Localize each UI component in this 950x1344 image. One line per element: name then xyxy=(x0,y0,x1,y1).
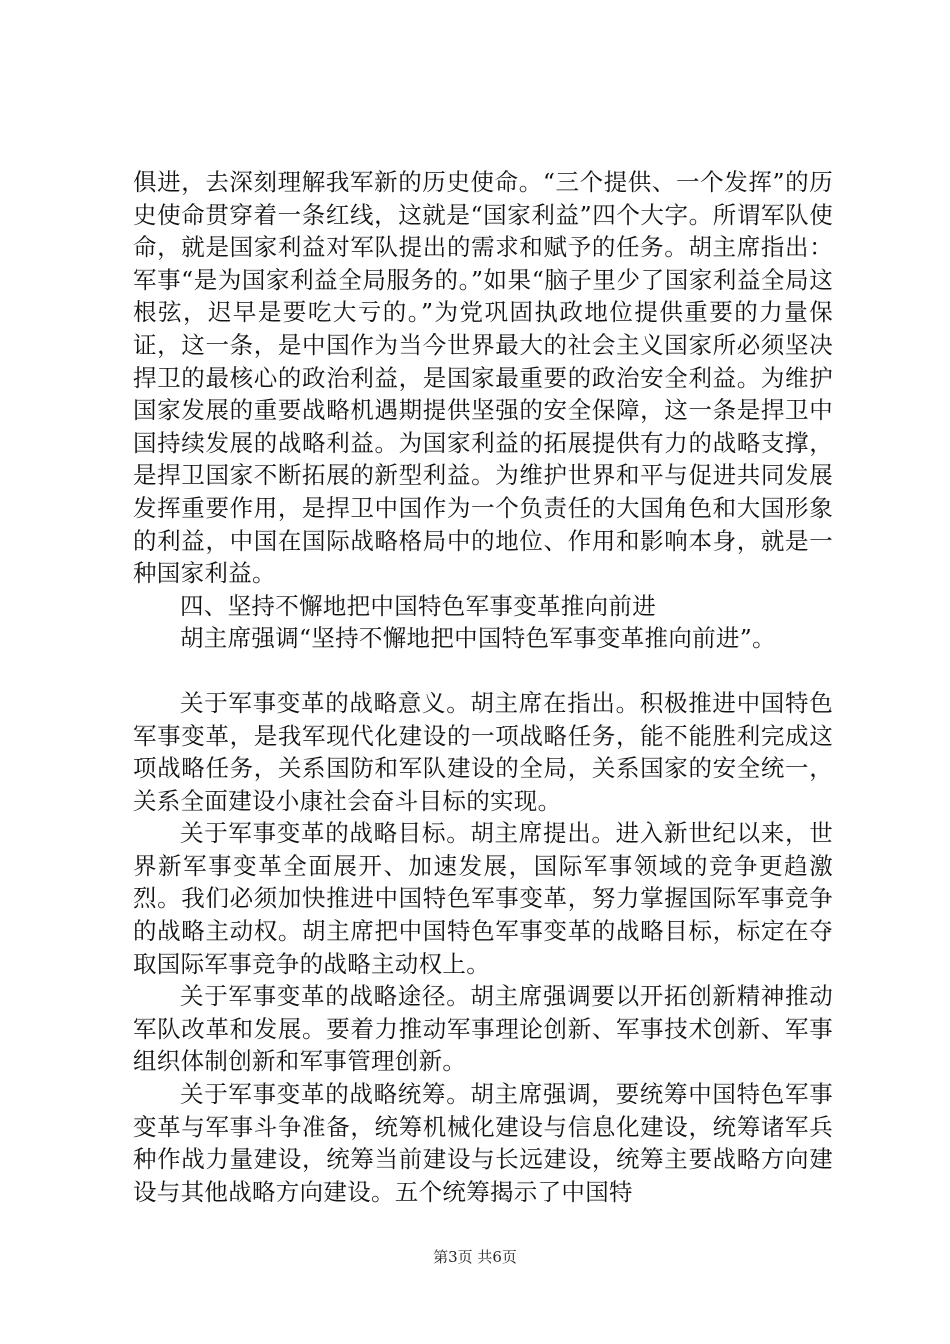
paragraph-strategic-goal: 关于军事变革的战略目标。胡主席提出。进入新世纪以来，世界新军事变革全面展开、加速发展，国际军事领域的竞争更趋激烈。我们必须加快推进中国特色军事变革，努力掌握国际军事竞争的战略主动权。胡主席把中国特色军事变革的战略目标，标定在夺取国际军事竞争的战略主动权上。 xyxy=(133,819,833,978)
paragraph-national-interest: 俱进，去深刻理解我军新的历史使命。“三个提供、一个发挥”的历史使命贯穿着一条红线，这就是“国家利益”四个大字。所谓军队使命，就是国家利益对军队提出的需求和赋予的任务。胡主席指出：军事“是为国家利益全局服务的。”如果“脑子里少了国家利益全局这根弦，迟早是要吃大亏的。”为党巩固执政地位提供重要的力量保证，这一条，是中国作为当今世界最大的社会主义国家所必须坚决捍卫的最核心的政治利益，是国家最重要的政治安全利益。为维护国家发展的重要战略机遇期提供坚强的安全保障，这一条是捍卫中国持续发展的战略利益。为国家利益的拓展提供有力的战略支撑，是捍卫国家不断拓展的新型利益。为维护世界和平与促进共同发展发挥重要作用，是捍卫中国作为一个负责任的大国角色和大国形象的利益，中国在国际战略格局中的地位、作用和影响本身，就是一种国家利益。 xyxy=(133,168,833,588)
paragraph-reform-emphasis: 胡主席强调“坚持不懈地把中国特色军事变革推向前进”。 xyxy=(180,624,776,653)
paragraph-strategic-significance: 关于军事变革的战略意义。胡主席在指出。积极推进中国特色军事变革，是我军现代化建设的一项战略任务，能不能胜利完成这项战略任务，关系国防和军队建设的全局，关系国家的安全统一，关系全面建设小康社会奋斗目标的实现。 xyxy=(133,688,833,815)
section-heading-military-reform: 四、坚持不懈地把中国特色军事变革推向前进 xyxy=(180,591,656,620)
page-number-footer: 第3页 共6页 xyxy=(433,1248,517,1266)
paragraph-spacer xyxy=(133,655,833,687)
paragraph-strategic-coordination: 关于军事变革的战略统筹。胡主席强调，要统筹中国特色军事变革与军事斗争准备，统筹机械化建设与信息化建设，统筹诸军兵种作战力量建设，统筹当前建设与长远建设，统筹主要战略方向建设与其他战略方向建设。五个统筹揭示了中国特 xyxy=(133,1080,833,1206)
paragraph-strategic-path: 关于军事变革的战略途径。胡主席强调要以开拓创新精神推动军队改革和发展。要着力推动军事理论创新、军事技术创新、军事组织体制创新和军事管理创新。 xyxy=(133,982,833,1076)
document-body xyxy=(133,166,833,1208)
